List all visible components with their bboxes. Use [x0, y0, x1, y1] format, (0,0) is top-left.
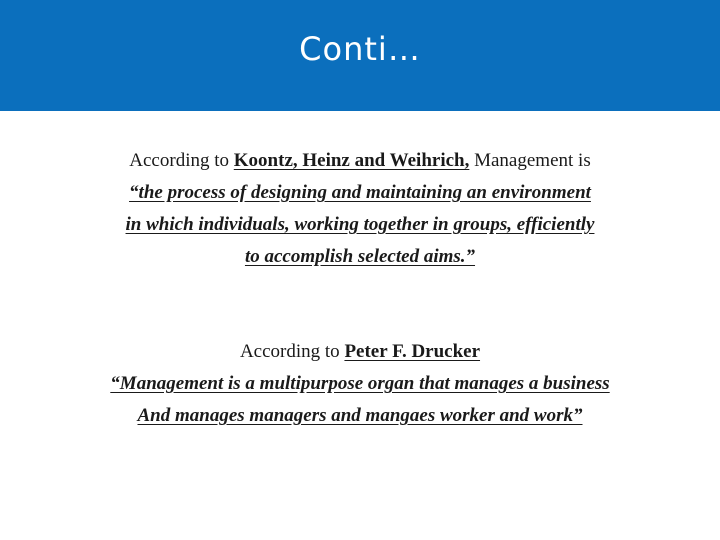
definition-two-intro-line	[20, 338, 700, 370]
definition-one-quote-line-1: “the process of designing and maintaining an environment	[129, 182, 591, 203]
definition-two-quote-line-2: And manages managers and mangaes worker and work”	[137, 405, 583, 426]
definition-one-prefix: According to	[129, 150, 234, 171]
slide-title: Conti…	[299, 30, 421, 68]
definition-one-quote-line-2: in which individuals, working together in groups, efficiently	[125, 214, 595, 235]
definition-one-quote-line-3: to accomplish selected aims.”	[244, 246, 476, 267]
definition-one	[20, 147, 700, 275]
definition-two	[20, 338, 700, 434]
definition-one-suffix: Management is	[469, 150, 591, 171]
definition-two-author: Peter F. Drucker	[344, 341, 481, 362]
definition-one-intro-line	[20, 147, 700, 179]
definition-two-quote-line-1: “Management is a multipurpose organ that manages a business	[110, 373, 610, 394]
header-bar	[0, 0, 720, 111]
definition-one-author: Koontz, Heinz and Weihrich,	[233, 150, 470, 171]
definition-two-prefix: According to	[239, 341, 345, 362]
